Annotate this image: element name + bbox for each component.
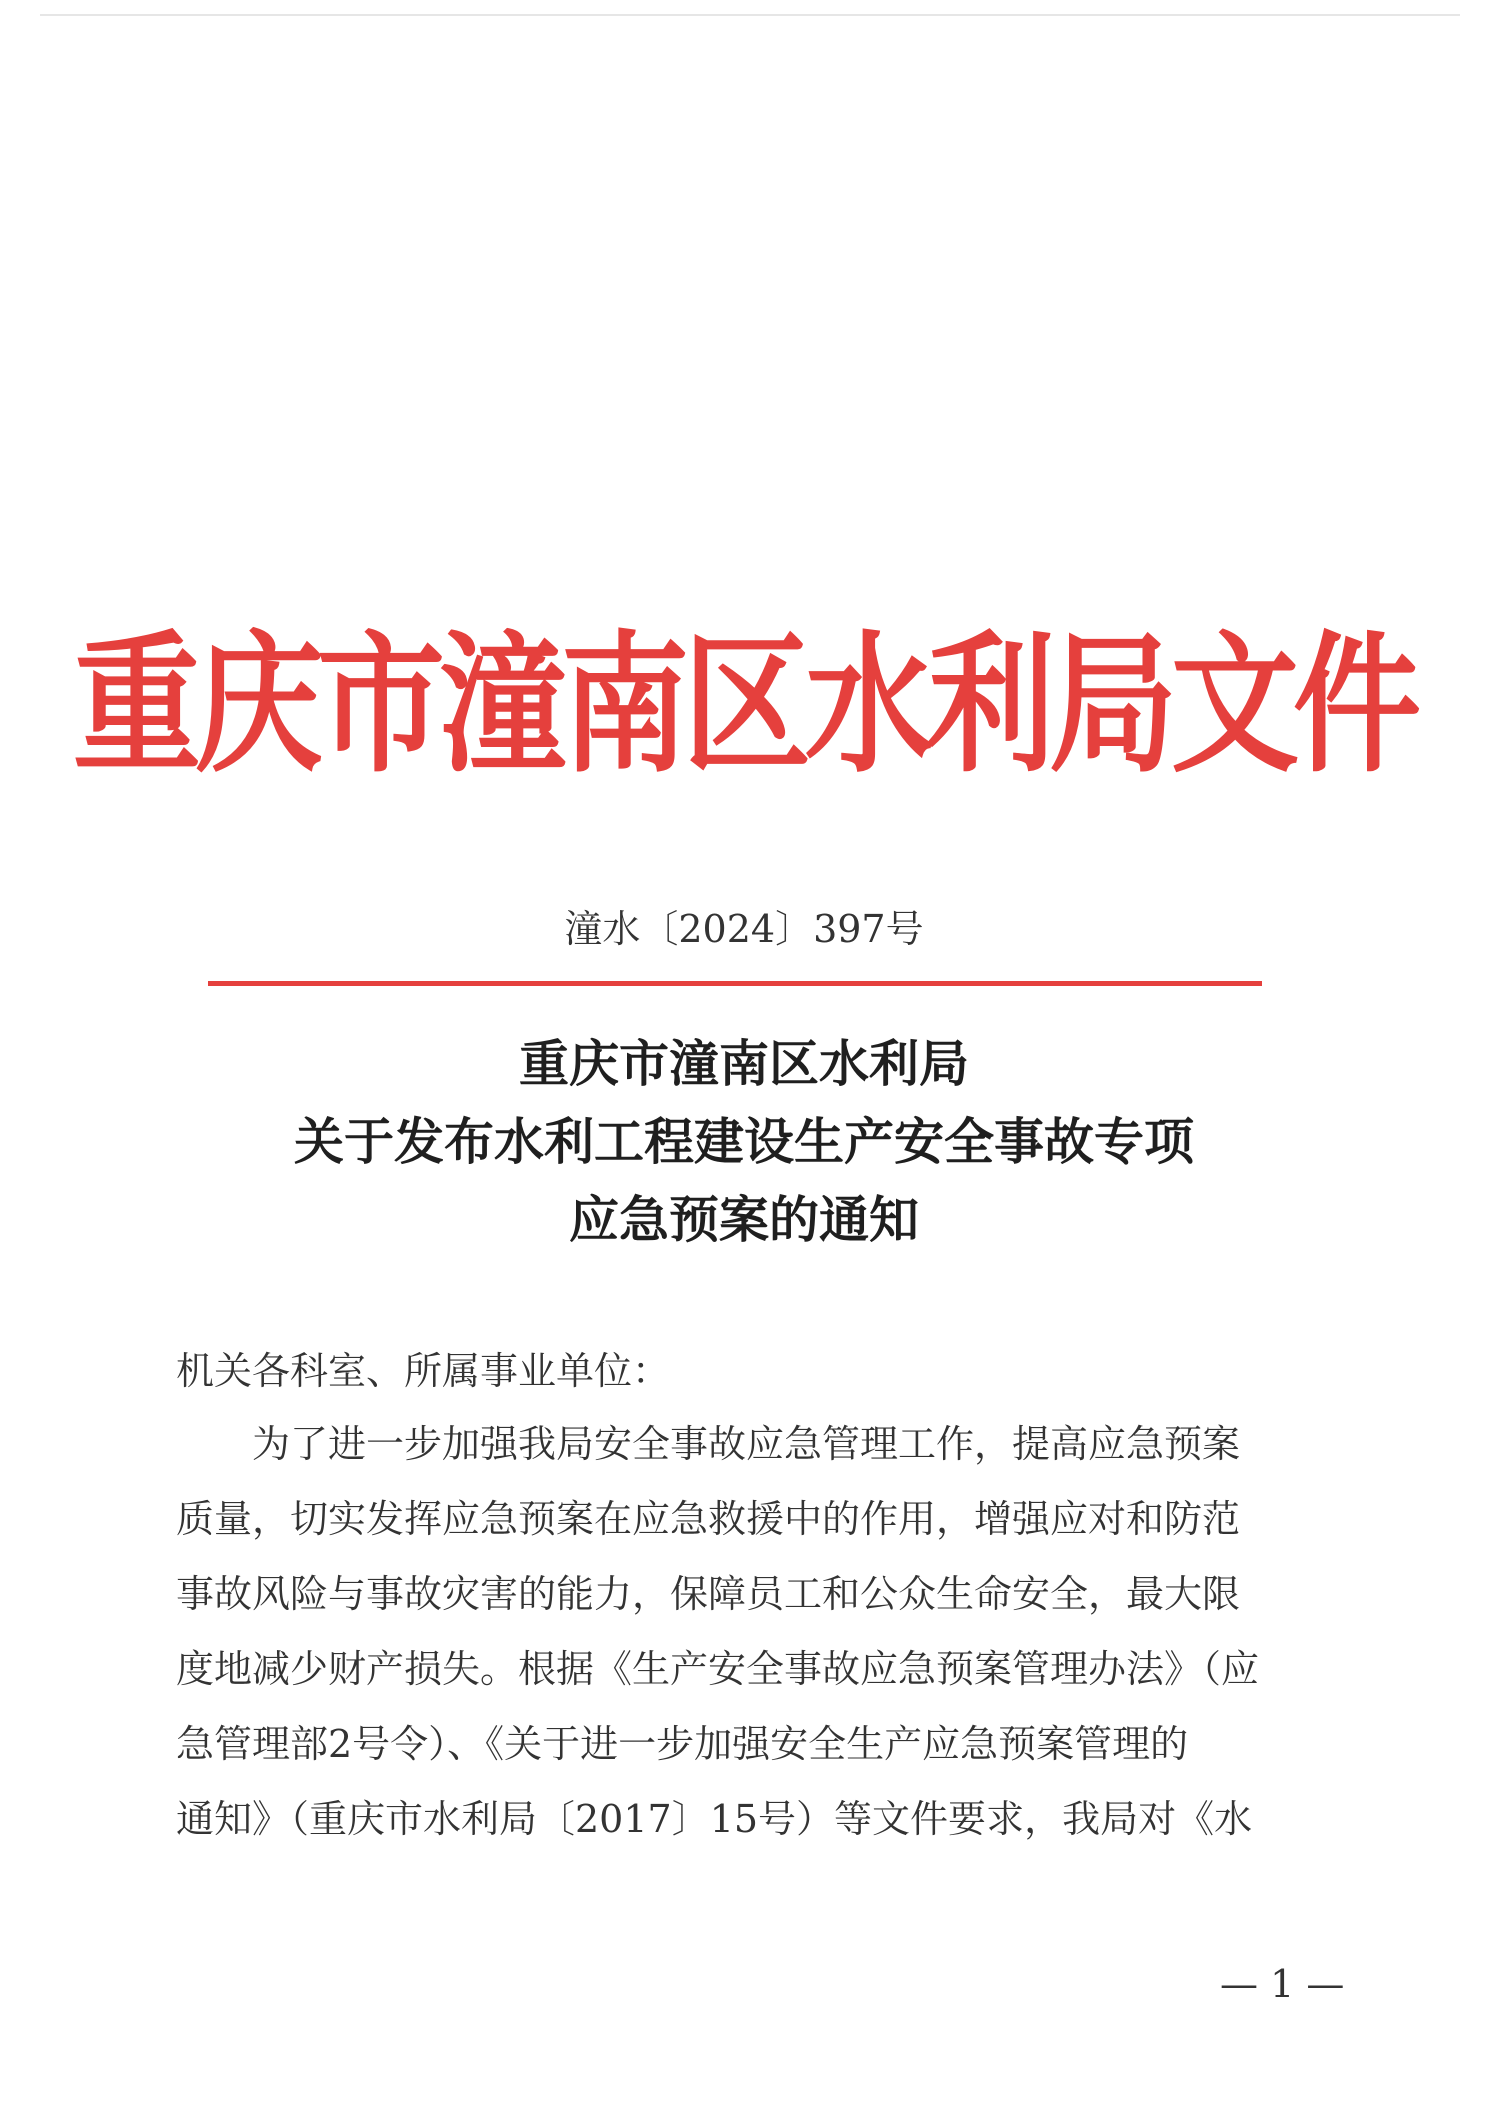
document-number: 潼水〔2024〕397号 — [564, 907, 924, 951]
red-divider-line — [208, 981, 1262, 986]
body-paragraph — [176, 1407, 1312, 1857]
scan-edge-line — [40, 14, 1460, 16]
body-line: 急管理部2号令）、《关于进一步加强安全生产应急预案管理的 — [176, 1722, 1189, 1766]
notice-title-line-3: 应急预案的通知 — [569, 1190, 919, 1249]
body-line: 事故风险与事故灾害的能力，保障员工和公众生命安全，最大限 — [176, 1572, 1241, 1616]
page-number: — 1 — — [1220, 1962, 1345, 2006]
body-line: 为了进一步加强我局安全事故应急管理工作，提高应急预案 — [176, 1422, 1241, 1466]
document-header-title: 重庆市潼南区水利局文件 — [72, 618, 1415, 794]
body-line: 度地减少财产损失。根据《生产安全事故应急预案管理办法》（应 — [176, 1647, 1260, 1691]
notice-title-line-2: 关于发布水利工程建设生产安全事故专项 — [294, 1112, 1194, 1171]
notice-title-line-1: 重庆市潼南区水利局 — [519, 1034, 969, 1093]
body-line: 通知》（重庆市水利局〔2017〕15号）等文件要求，我局对《水 — [176, 1797, 1253, 1841]
body-line: 质量，切实发挥应急预案在应急救援中的作用，增强应对和防范 — [176, 1497, 1241, 1541]
notice-title — [0, 1025, 1488, 1259]
addressee: 机关各科室、所属事业单位： — [176, 1349, 671, 1393]
